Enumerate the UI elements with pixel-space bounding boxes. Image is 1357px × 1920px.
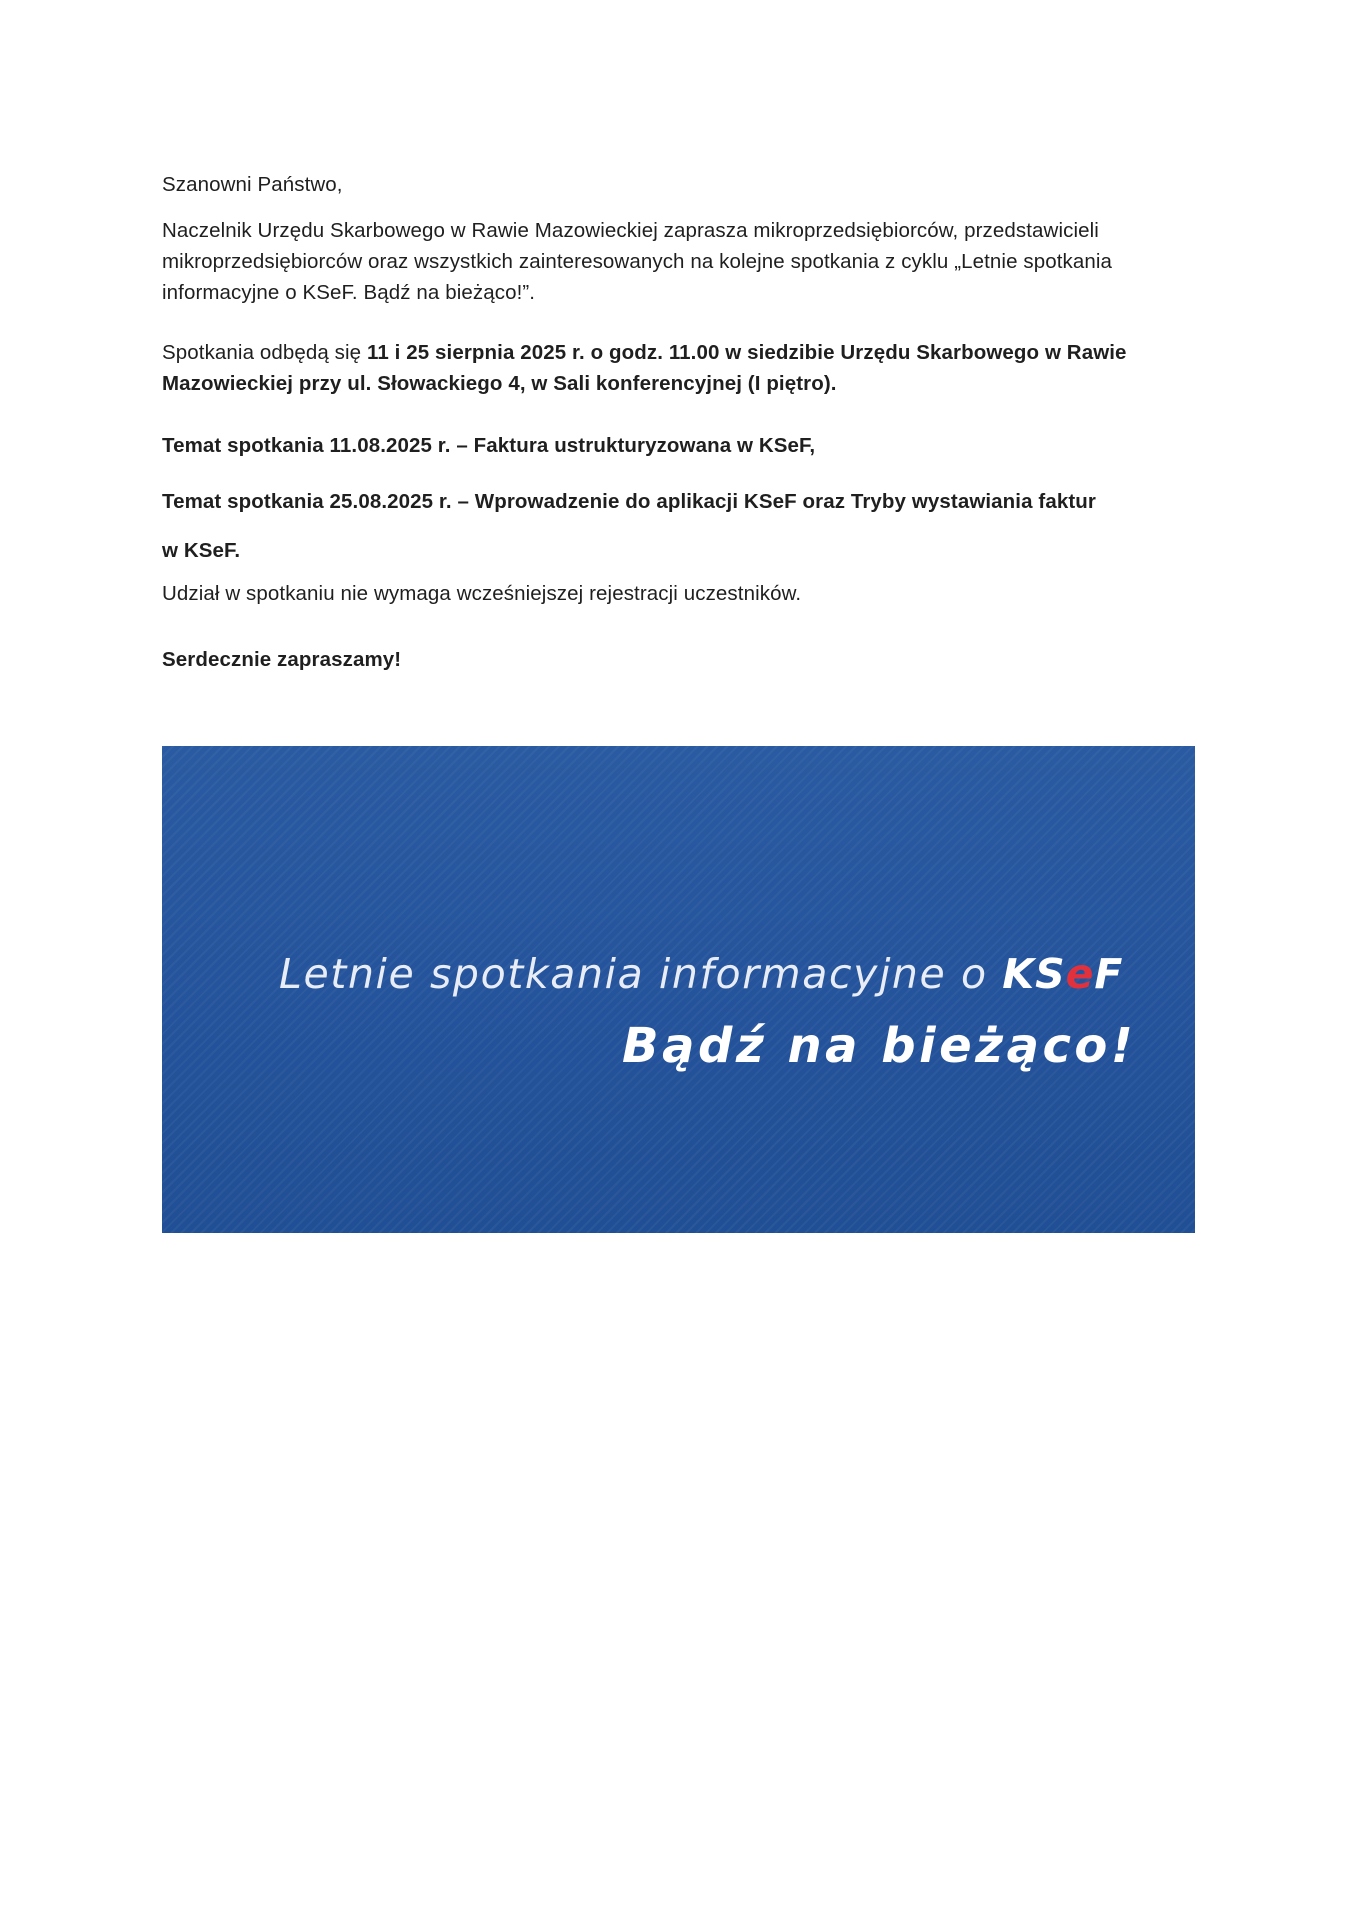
meeting-details-paragraph (162, 337, 1202, 399)
ksef-e: e (1065, 950, 1095, 998)
banner-title-text: Letnie spotkania informacyjne o (279, 950, 1003, 998)
meeting-topic-2-continued: w KSeF. (162, 539, 241, 562)
greeting: Szanowni Państwo, (162, 173, 343, 196)
closing-line: Serdecznie zapraszamy! (162, 648, 402, 671)
banner-slogan: Bądź na bieżąco! (622, 1018, 1137, 1074)
meeting-topic-2: Temat spotkania 25.08.2025 r. – Wprowadzenie do aplikacji KSeF oraz Tryby wystawiania faktur (162, 490, 1096, 513)
ksef-banner (162, 746, 1195, 1233)
ksef-logo-text (1002, 950, 1123, 998)
meeting-details-prefix: Spotkania odbędą się (162, 341, 367, 364)
meeting-topic-1: Temat spotkania 11.08.2025 r. – Faktura ustrukturyzowana w KSeF, (162, 434, 816, 457)
banner-title-line (279, 950, 1123, 998)
ksef-f: F (1094, 950, 1124, 998)
registration-note: Udział w spotkaniu nie wymaga wcześniejszej rejestracji uczestników. (162, 582, 802, 605)
meeting-details-bold: 11 i 25 sierpnia 2025 r. o godz. 11.00 w siedzibie Urzędu Skarbowego w Rawie Mazowieckiej przy ul. Słowackiego 4, w Sali konferencyjnej (I piętro). (162, 341, 1127, 395)
intro-paragraph: Naczelnik Urzędu Skarbowego w Rawie Mazowieckiej zaprasza mikroprzedsiębiorców, przedstawicieli mikroprzedsiębiorców oraz wszystkich zainteresowanych na kolejne spotkania z cyklu „Letnie spotkania informacyjne o KSeF. Bądź na bieżąco!”. (162, 219, 1113, 304)
ksef-ks: KS (1002, 950, 1066, 998)
